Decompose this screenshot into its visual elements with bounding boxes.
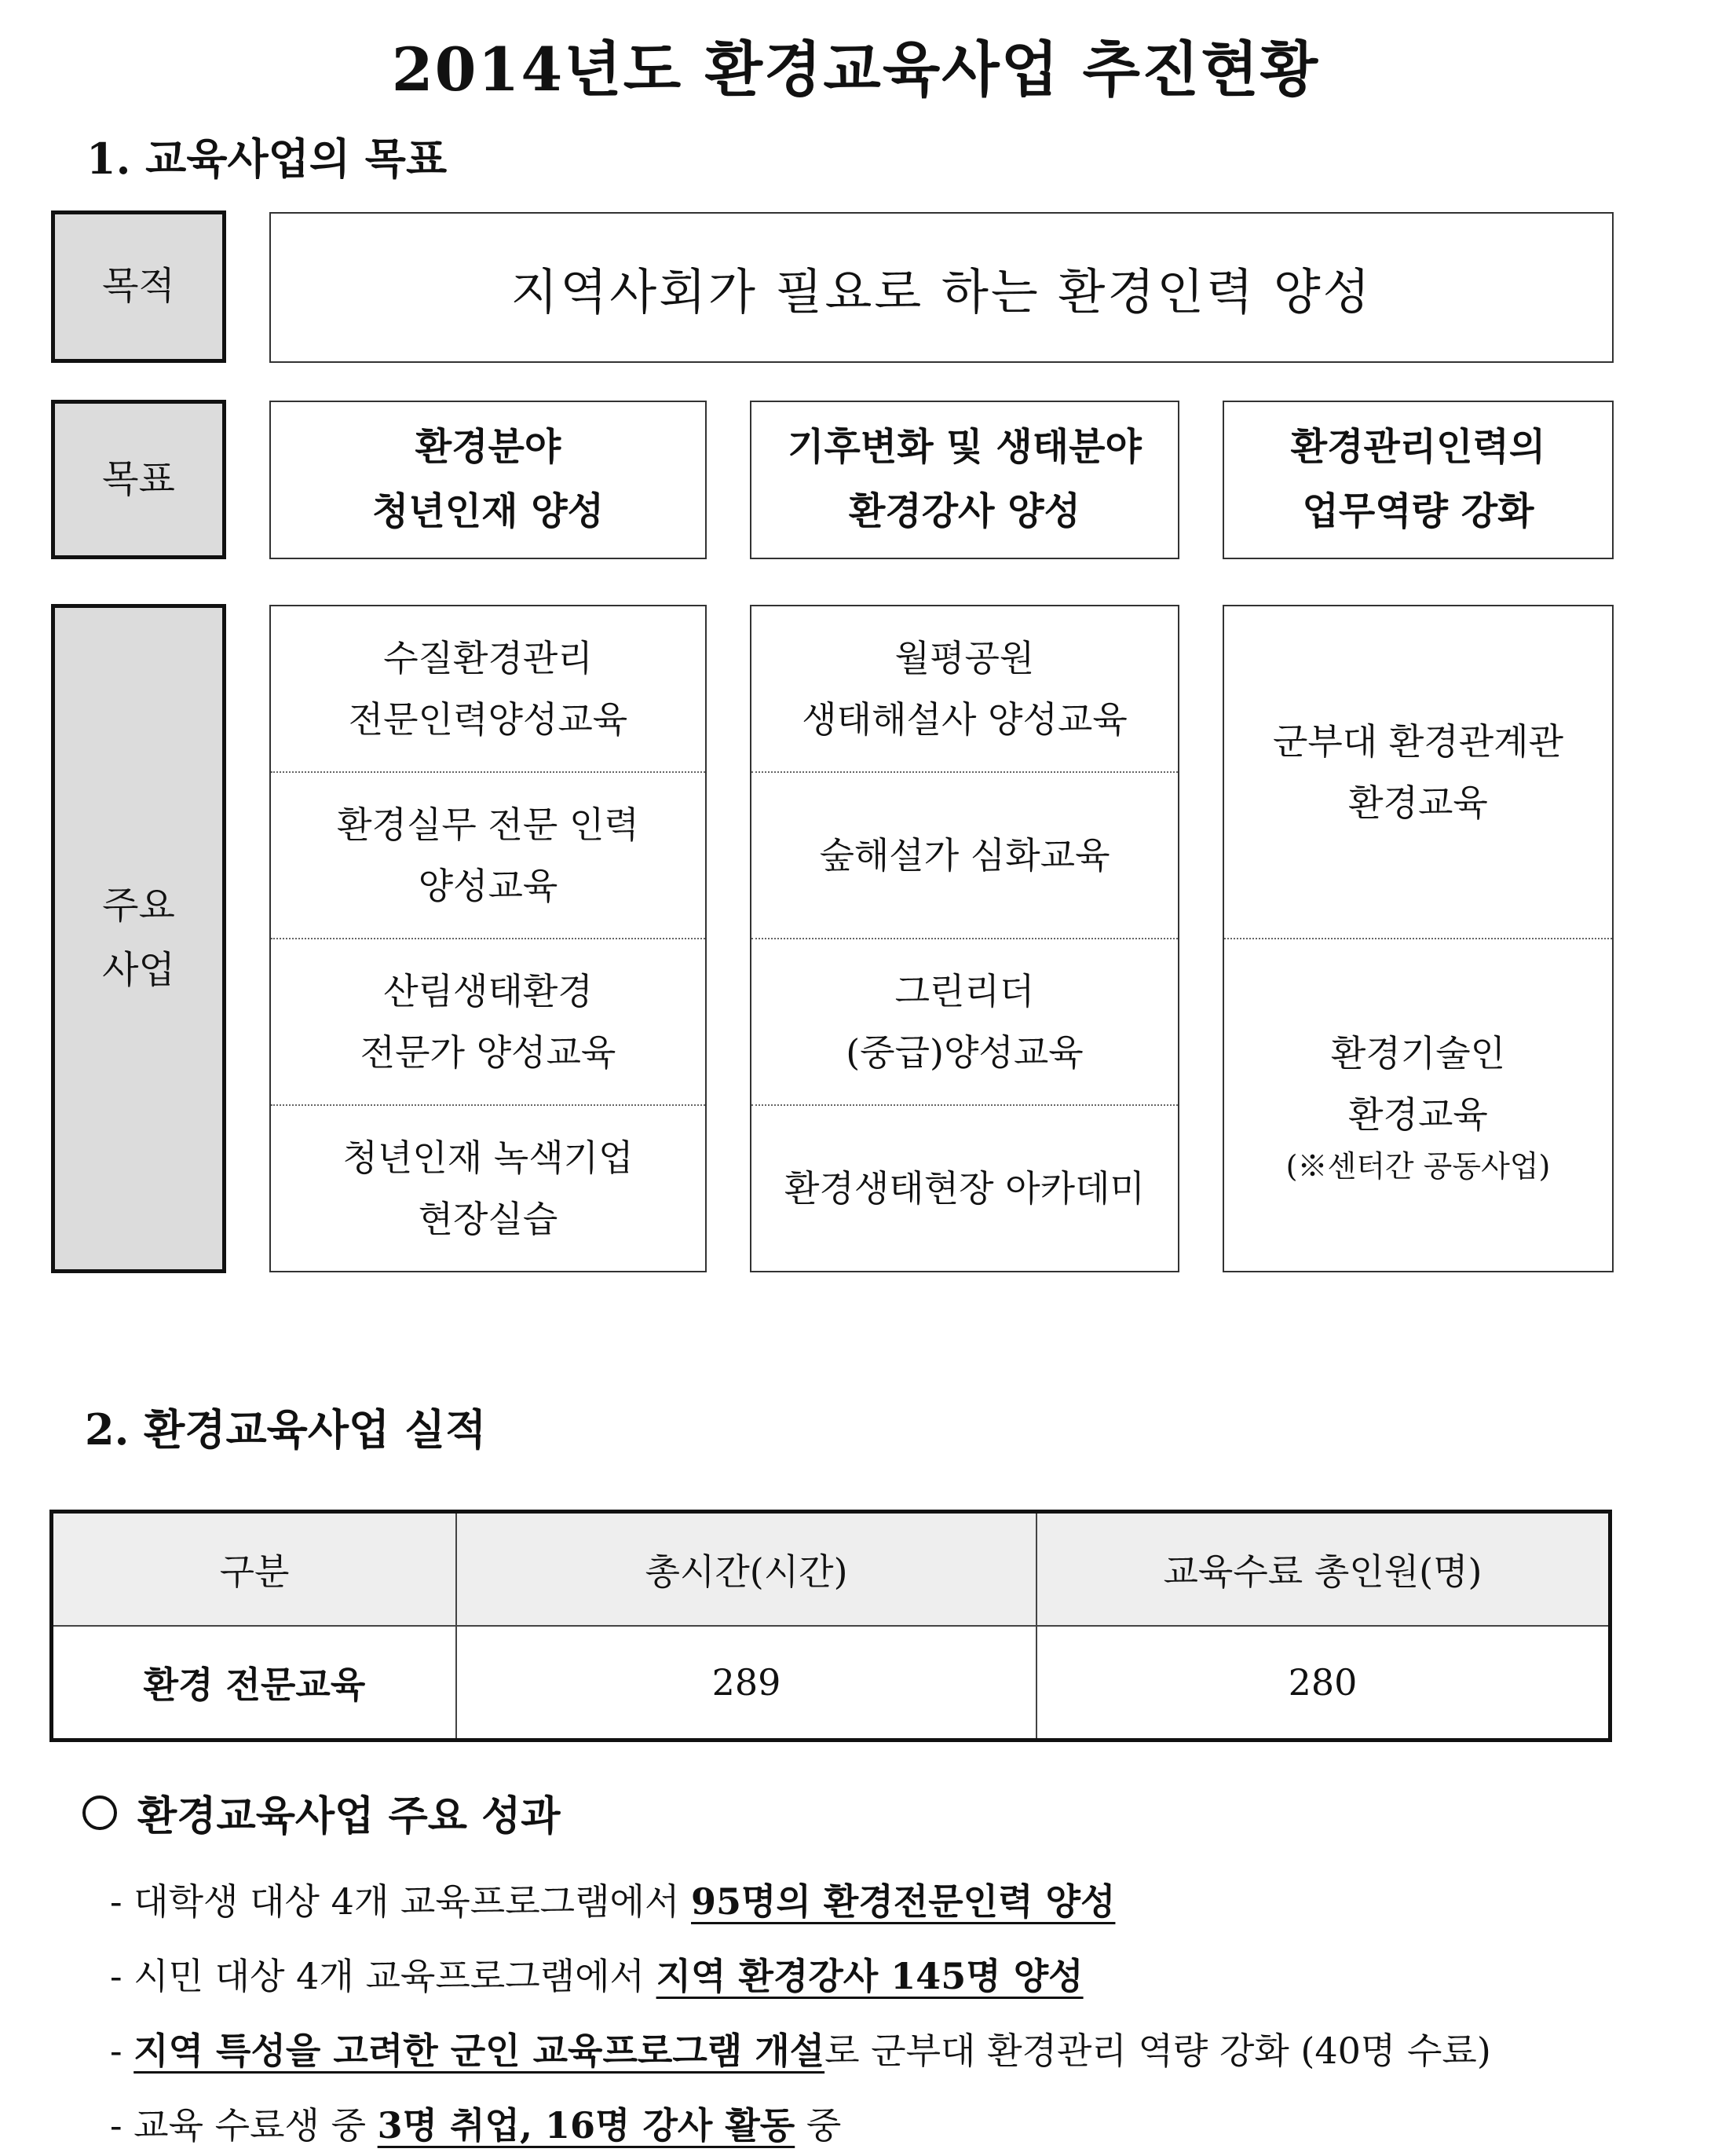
project-line2: 현장실습 — [418, 1198, 558, 1240]
project-line2: (중급)양성교육 — [846, 1031, 1084, 1074]
section1-heading: 1. 교육사업의 목표 — [86, 134, 448, 184]
project-line2: 전문가 양성교육 — [360, 1031, 616, 1074]
table-row — [52, 1626, 1610, 1741]
project-line1: 환경생태현장 아카데미 — [784, 1166, 1145, 1210]
achievement-prefix: - — [110, 2030, 134, 2072]
project-cell — [271, 938, 705, 1104]
projects-label-line1: 주요 — [102, 884, 175, 928]
goal-3-line2: 업무역량 강화 — [1302, 489, 1534, 533]
document-title: 2014년도 환경교육사업 추진현황 — [391, 35, 1320, 104]
projects-label-line2: 사업 — [102, 948, 175, 992]
goal-1-line2: 청년인재 양성 — [372, 489, 604, 533]
section2-heading: 2. 환경교육사업 실적 — [85, 1404, 487, 1455]
project-cell — [271, 606, 705, 771]
project-line2: 전문인력양성교육 — [348, 698, 628, 741]
table-header-cell: 구분 — [52, 1512, 457, 1627]
project-cell — [751, 938, 1178, 1104]
project-cell — [1224, 606, 1612, 938]
project-line1: 그린리더 — [894, 969, 1035, 1012]
achievement-prefix: - 교육 수료생 중 — [110, 2104, 378, 2147]
goal-1-line1: 환경분야 — [415, 425, 561, 470]
project-cell — [751, 606, 1178, 771]
table-cell: 289 — [456, 1626, 1036, 1741]
goal-box-2 — [750, 401, 1179, 559]
achievement-prefix: - 대학생 대상 4개 교육프로그램에서 — [110, 1880, 692, 1923]
table-cell: 환경 전문교육 — [52, 1626, 457, 1741]
project-line2: 생태해설사 양성교육 — [802, 698, 1128, 741]
purpose-label: 목적 — [51, 210, 226, 363]
goal-3-line1: 환경관리인력의 — [1290, 425, 1546, 470]
achievement-emphasis: 지역 특성을 고려한 군인 교육프로그램 개설 — [133, 2030, 825, 2072]
performance-table — [49, 1510, 1612, 1742]
achievement-emphasis: 3명 취업, 16명 강사 활동 — [377, 2104, 795, 2147]
project-line2: 양성교육 — [418, 865, 558, 907]
achievement-item — [110, 1873, 1115, 1925]
project-line1: 군부대 환경관계관 — [1272, 719, 1564, 763]
project-line2: 환경교육 — [1348, 1093, 1488, 1137]
project-cell — [271, 771, 705, 938]
achievement-item — [110, 2097, 841, 2149]
project-cell — [271, 1104, 705, 1271]
purpose-text: 지역사회가 필요로 하는 환경인력 양성 — [510, 262, 1373, 320]
project-cell — [751, 771, 1178, 938]
table-cell: 280 — [1036, 1626, 1610, 1741]
achievements-heading-text: 환경교육사업 주요 성과 — [137, 1792, 561, 1840]
achievement-item — [110, 1948, 1084, 2000]
purpose-box — [269, 212, 1614, 363]
goal-2-line1: 기후변화 및 생태분야 — [788, 425, 1142, 470]
circle-bullet-icon — [82, 1795, 117, 1830]
project-line1: 환경기술인 — [1330, 1032, 1506, 1075]
project-cell — [1224, 938, 1612, 1271]
achievement-prefix: - 시민 대상 4개 교육프로그램에서 — [110, 1955, 656, 1997]
table-header-cell: 총시간(시간) — [456, 1512, 1036, 1627]
project-line1: 산림생태환경 — [383, 969, 593, 1012]
project-cell — [751, 1104, 1178, 1271]
achievement-suffix: 로 군부대 환경관리 역량 강화 (40명 수료) — [824, 2030, 1491, 2072]
projects-label — [51, 604, 226, 1273]
achievement-emphasis: 지역 환경강사 145명 양성 — [656, 1955, 1084, 1997]
project-line1: 수질환경관리 — [383, 636, 593, 679]
goal-box-1 — [269, 401, 707, 559]
projects-column-1 — [269, 605, 707, 1272]
table-header-row — [52, 1512, 1610, 1627]
table-header-cell: 교육수료 총인원(명) — [1036, 1512, 1610, 1627]
achievement-emphasis: 95명의 환경전문인력 양성 — [691, 1880, 1116, 1923]
project-line2: 환경교육 — [1348, 782, 1488, 824]
project-line1: 청년인재 녹색기업 — [342, 1136, 634, 1179]
goal-box-3 — [1223, 401, 1614, 559]
goal-label: 목표 — [51, 400, 226, 559]
project-line1: 월평공원 — [894, 636, 1035, 679]
achievements-heading — [82, 1783, 561, 1842]
projects-column-3 — [1223, 605, 1614, 1272]
project-note: (※센터간 공동사업) — [1285, 1148, 1551, 1184]
projects-column-2 — [750, 605, 1179, 1272]
goal-2-line2: 환경강사 양성 — [849, 489, 1080, 533]
project-line1: 환경실무 전문 인력 — [337, 803, 639, 846]
project-line1: 숲해설가 심화교육 — [819, 833, 1110, 877]
achievement-item — [110, 2022, 1491, 2074]
achievement-suffix: 중 — [795, 2104, 842, 2147]
